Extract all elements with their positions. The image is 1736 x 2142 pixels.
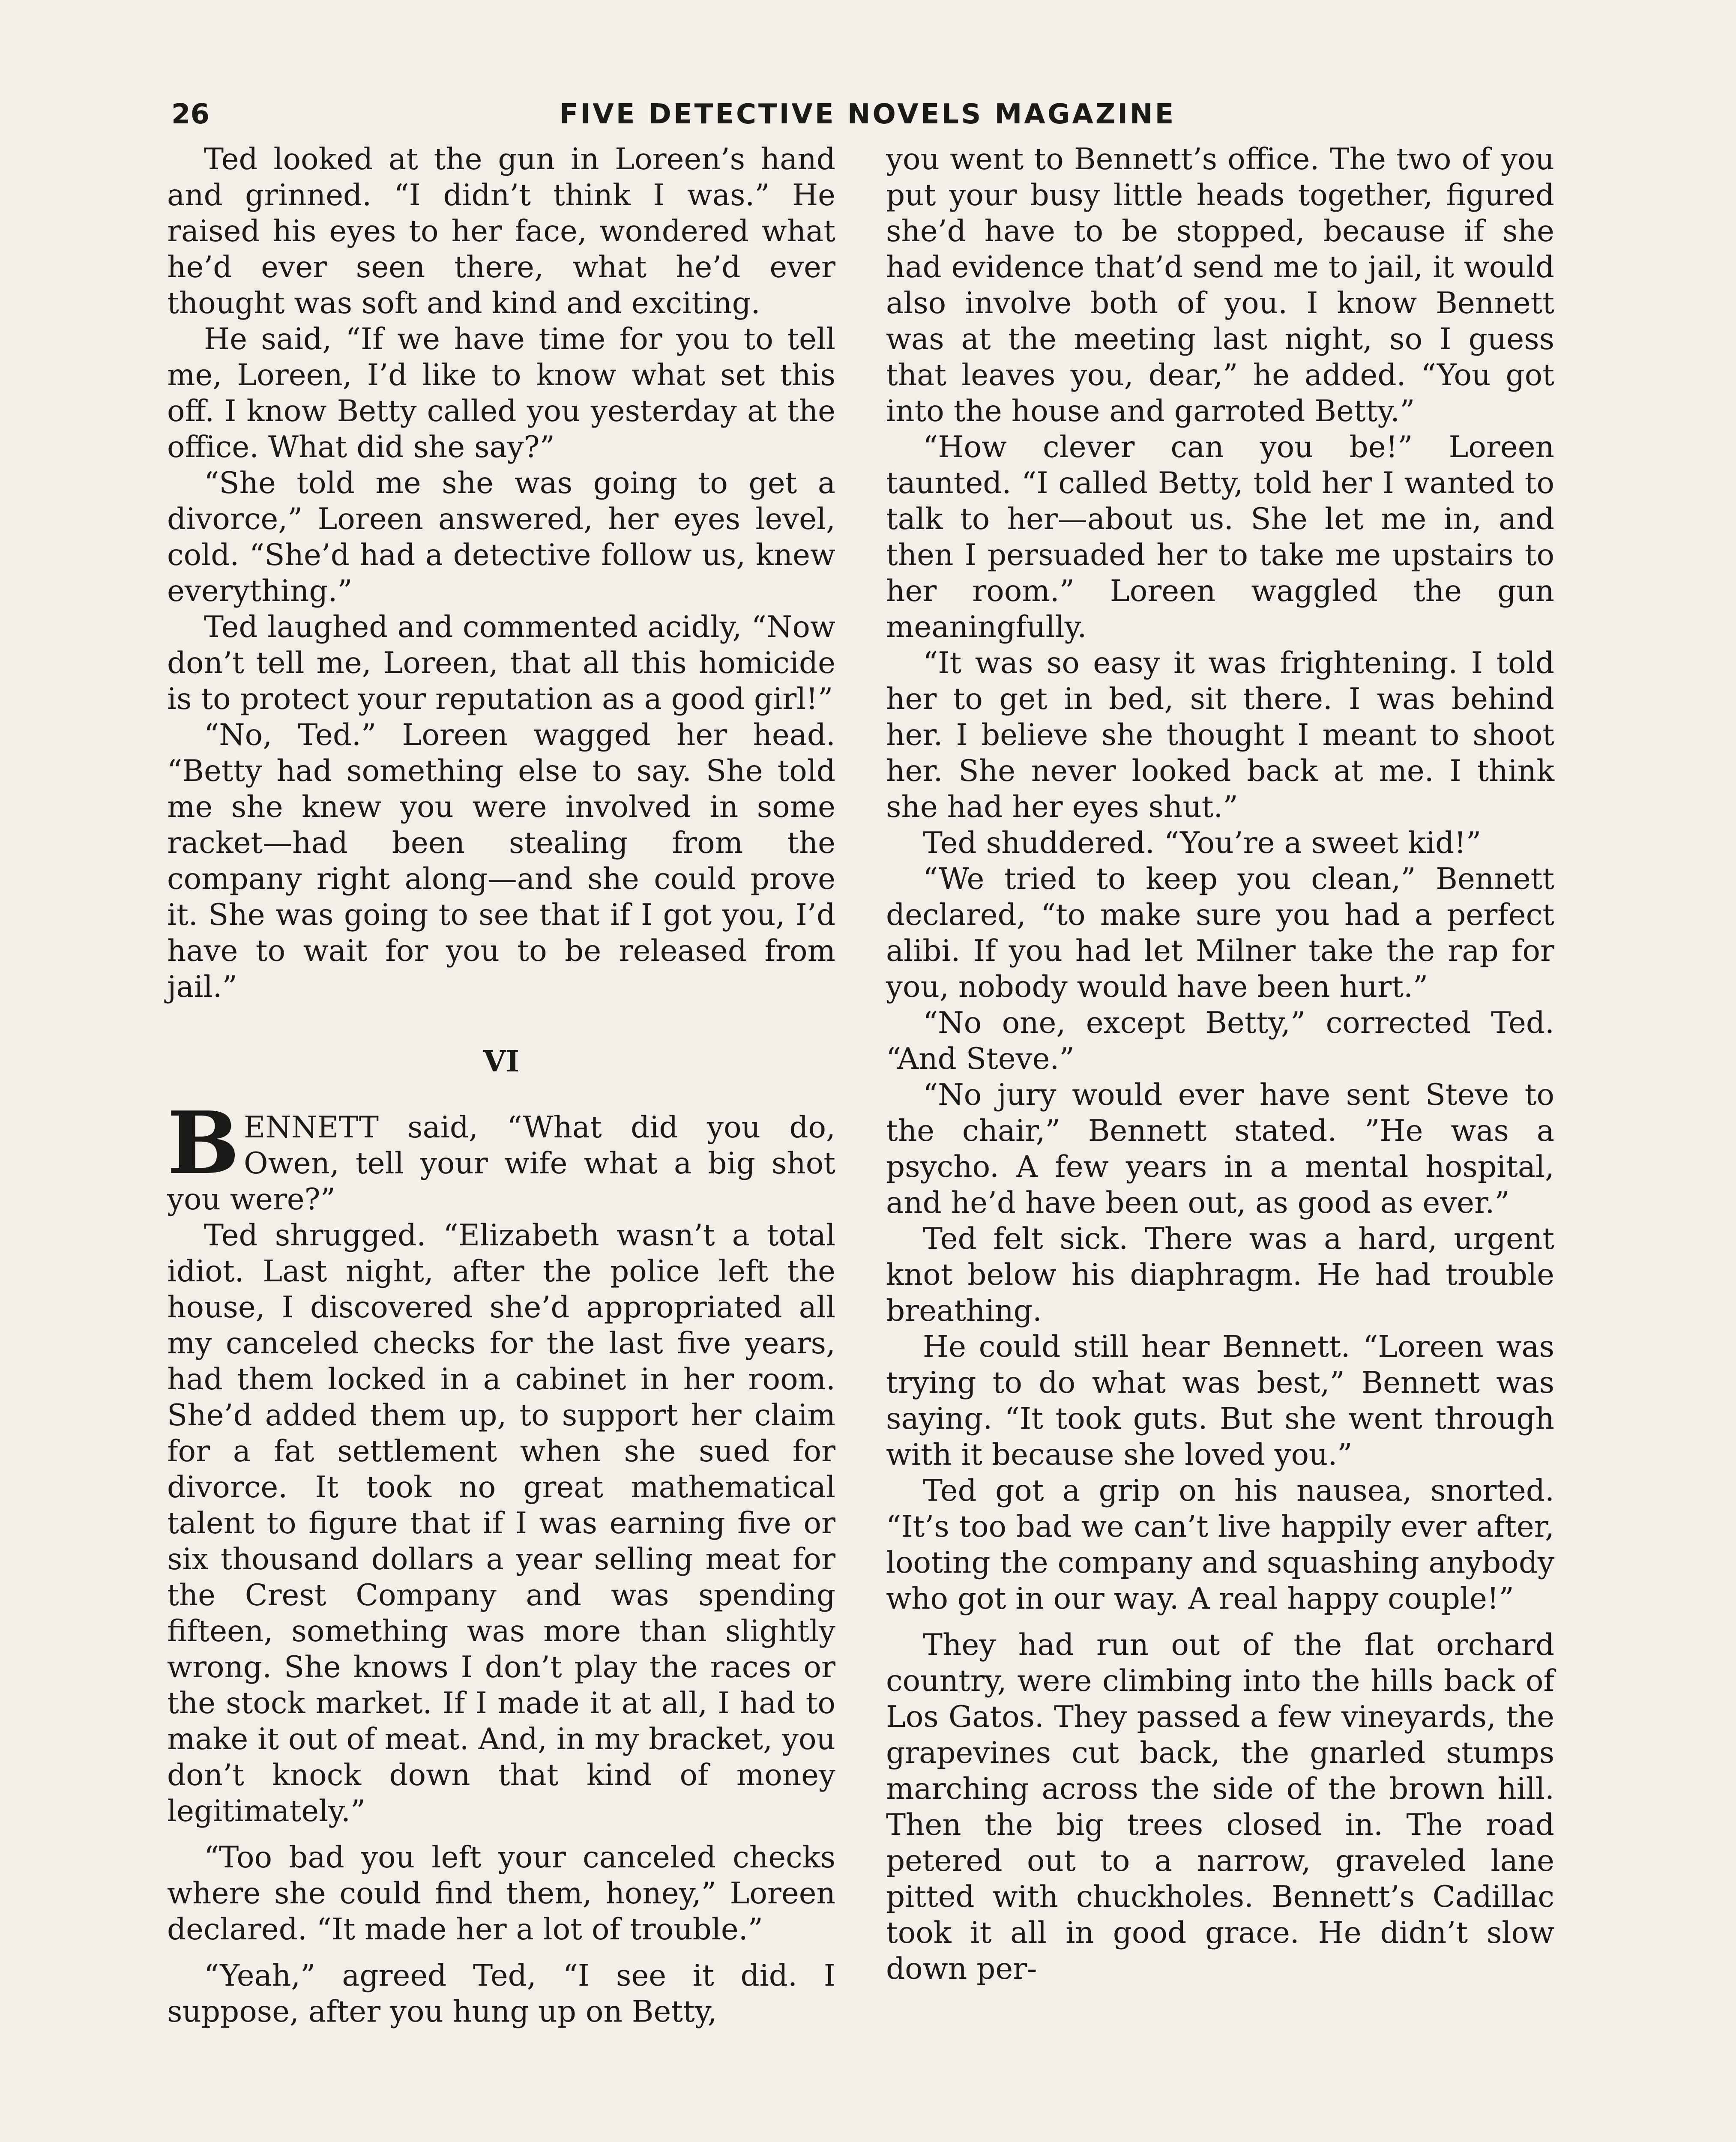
paragraph: Ted laughed and commented acidly, “Now don’t tell me, Loreen, that all this homicide is to protect your reputation as a good girl!”	[167, 610, 835, 716]
paragraph: “It was so easy it was frightening. I told her to get in bed, sit there. I was behind her. I believe she thought I meant to shoot her. She never looked back at me. I think she had her eyes shut.”	[886, 646, 1554, 824]
paragraph: He said, “If we have time for you to tell me, Loreen, I’d like to know what set this off. I know Betty called you yesterday at the office. What did she say?”	[167, 322, 835, 464]
chapter-opening-paragraph	[167, 1093, 835, 1218]
chapter-opening-text: ENNETT said, “What did you do, Owen, tell your wife what a big shot you were?”	[167, 1110, 835, 1217]
paragraph: “No one, except Betty,” corrected Ted. “And Steve.”	[886, 1006, 1554, 1076]
page-number: 26	[171, 99, 210, 130]
paragraph: “Yeah,” agreed Ted, “I see it did. I suppose, after you hung up on Betty,	[167, 1959, 835, 2029]
right-column	[886, 141, 1554, 1987]
magazine-title: FIVE DETECTIVE NOVELS MAGAZINE	[559, 99, 1176, 130]
paragraph: Ted shuddered. “You’re a sweet kid!”	[923, 826, 1482, 860]
drop-cap: B	[167, 1093, 240, 1194]
paragraph: “No, Ted.” Loreen wagged her head. “Betty had something else to say. She told me she knew you were involved in some racket—had been stealing from the company right along—and she could prove it. She was going to see that if I got you, I’d have to wait for you to be released from jail.”	[167, 718, 835, 1004]
paragraph: “We tried to keep you clean,” Bennett declared, “to make sure you had a perfect alibi. If you had let Milner take the rap for you, nobody would have been hurt.”	[886, 862, 1554, 1004]
paragraph: Ted looked at the gun in Loreen’s hand and grinned. “I didn’t think I was.” He raised his eyes to her face, wondered what he’d ever seen there, what he’d ever thought was soft and kind and exciting.	[167, 142, 835, 320]
paragraph: “No jury would ever have sent Steve to the chair,” Bennett stated. ”He was a psycho. A few years in a mental hospital, and he’d have been out, as good as ever.”	[886, 1078, 1554, 1220]
paragraph: Ted shrugged. “Elizabeth wasn’t a total idiot. Last night, after the police left the house, I discovered she’d appropriated all my canceled checks for the last five years, had them locked in a cabinet in her room. She’d added them up, to support her claim for a fat settlement when she sued for divorce. It took no great mathematical talent to figure that if I was earning five or six thousand dollars a year selling meat for the Crest Company and was spending fifteen, something was more than slightly wrong. She knows I don’t play the races or the stock market. If I made it at all, I had to make it out of meat. And, in my bracket, you don’t knock down that kind of money legitimately.”	[167, 1218, 835, 1828]
paragraph: “How clever can you be!” Loreen taunted. “I called Betty, told her I wanted to talk to her—about us. She let me in, and then I persuaded her to take me upstairs to her room.” Loreen waggled the gun meaningfully.	[886, 430, 1554, 644]
paragraph: He could still hear Bennett. “Loreen was trying to do what was best,” Bennett was saying. “It took guts. But she went through with it because she loved you.”	[886, 1330, 1554, 1472]
chapter-heading: VI	[483, 1044, 520, 1079]
paragraph: Ted felt sick. There was a hard, urgent knot below his diaphragm. He had trouble breathing.	[886, 1222, 1554, 1328]
paragraph: They had run out of the flat orchard country, were climbing into the hills back of Los Gatos. They passed a few vineyards, the grapevines cut back, the gnarled stumps marching across the side of the brown hill. Then the big trees closed in. The road petered out to a narrow, graveled lane pitted with chuckholes. Bennett’s Cadillac took it all in good grace. He didn’t slow down per-	[886, 1628, 1554, 1986]
paragraph: Ted got a grip on his nausea, snorted. “It’s too bad we can’t live happily ever after, looting the company and squashing anybody who got in our way. A real happy couple!”	[886, 1474, 1554, 1616]
paragraph: “She told me she was going to get a divorce,” Loreen answered, her eyes level, cold. “She’d had a detective follow us, knew everything.”	[167, 466, 835, 608]
continued-paragraph: you went to Bennett’s office. The two of you put your busy little heads together, figured she’d have to be stopped, because if she had evidence that’d send me to jail, it would also involve both of you. I know Bennett was at the meeting last night, so I guess that leaves you, dear,” he added. “You got into the house and garroted Betty.”	[886, 142, 1554, 428]
left-column	[167, 141, 835, 2030]
paragraph: “Too bad you left your canceled checks where she could find them, honey,” Loreen declared. “It made her a lot of trouble.”	[167, 1840, 835, 1947]
